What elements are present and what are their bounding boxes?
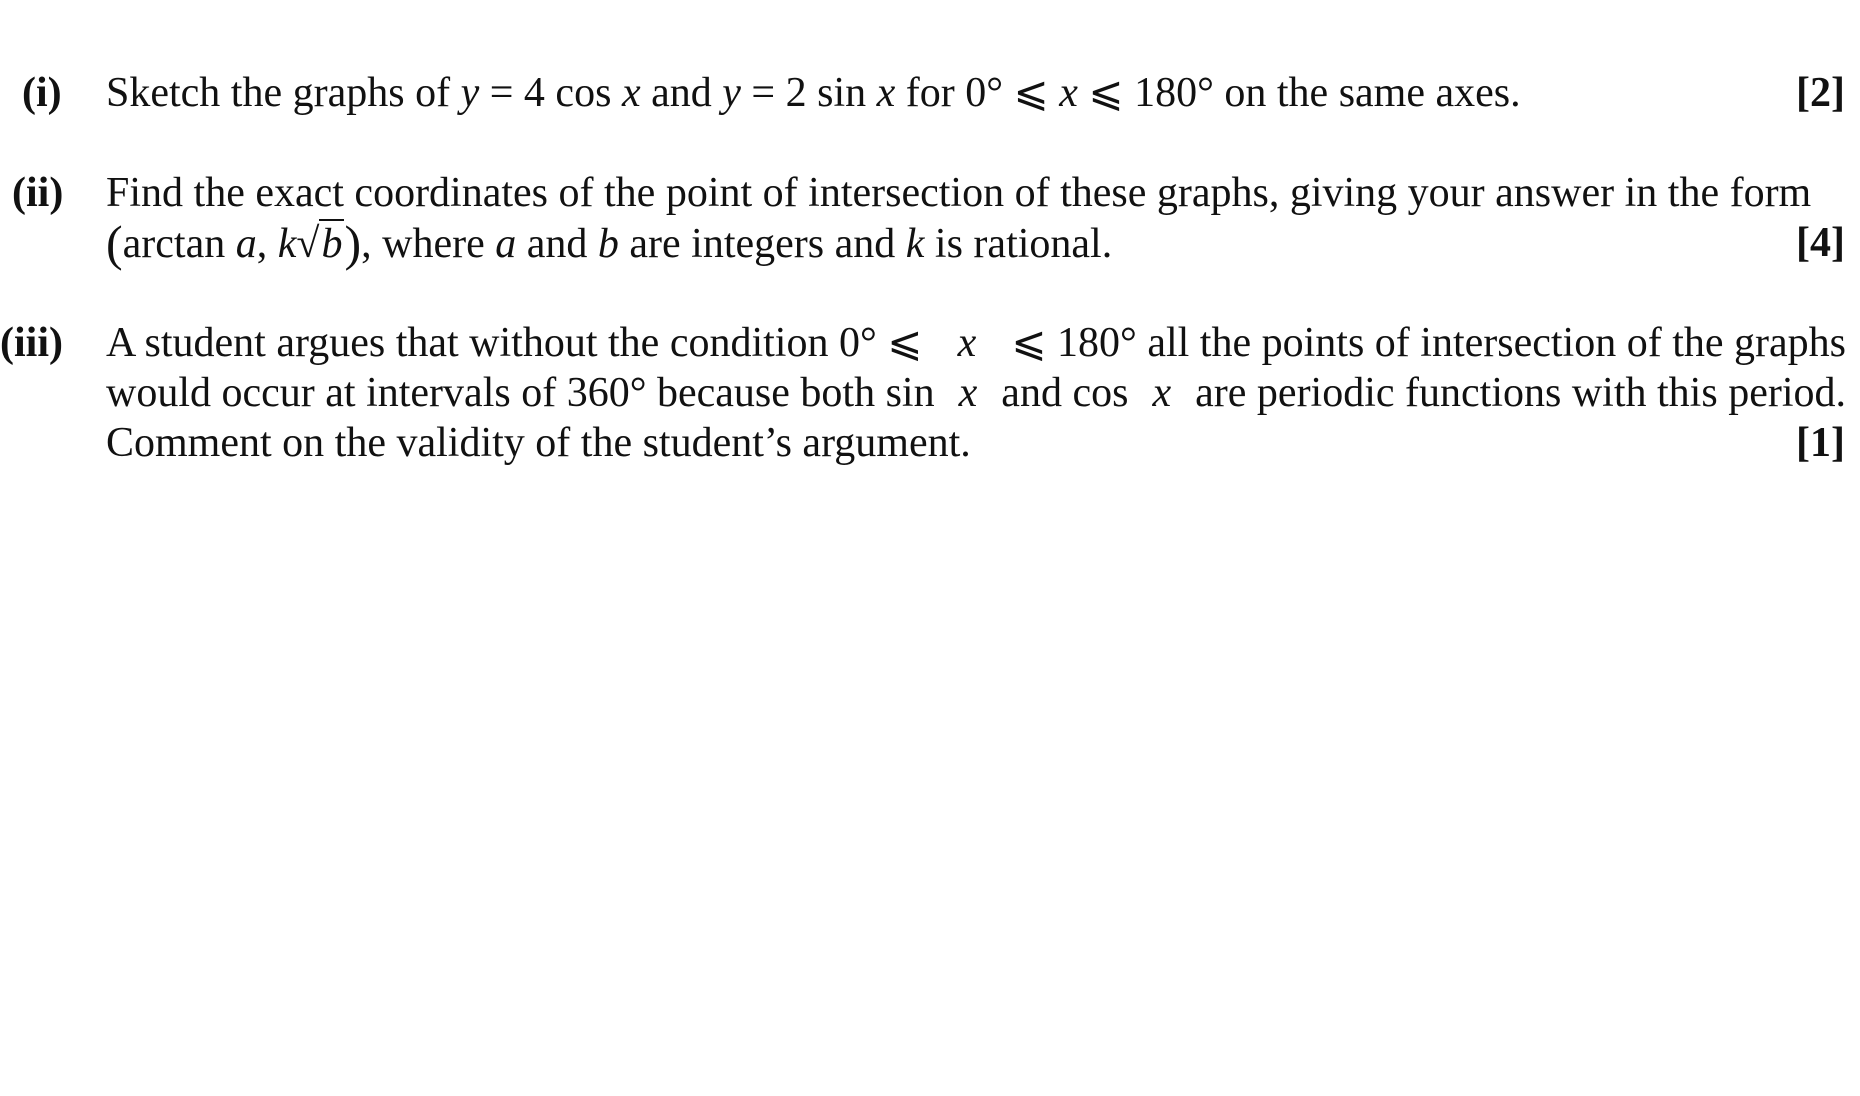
question-text	[106, 168, 1846, 271]
text-segment: are integers and	[629, 221, 896, 267]
question-text	[106, 318, 1846, 468]
text-segment: and	[651, 70, 712, 116]
question-label: (ii)	[12, 170, 64, 216]
text-segment: are periodic functions with this period.	[1195, 370, 1846, 416]
math-variable: x	[958, 370, 978, 416]
radical-sign: √	[296, 221, 320, 267]
math-variable: y	[722, 70, 741, 116]
text-segment: ,	[256, 221, 268, 267]
text-segment: and cos	[1001, 370, 1129, 416]
text-segment: = 4 cos	[489, 70, 612, 116]
math-variable: x	[1152, 370, 1172, 416]
marks-badge: [2]	[1796, 70, 1845, 116]
question-line	[106, 368, 1846, 418]
question-text	[106, 68, 1846, 118]
math-variable: b	[597, 221, 619, 267]
question-line	[106, 68, 1846, 118]
math-variable: b	[321, 221, 343, 267]
math-variable: k	[905, 221, 925, 267]
marks-badge: [4]	[1796, 220, 1845, 266]
question-line	[106, 318, 1846, 368]
text-segment: is rational.	[934, 221, 1113, 267]
text-segment: A student argues that without the condition 0° ⩽	[106, 320, 923, 366]
math-variable: a	[235, 221, 257, 267]
math-variable: x	[876, 70, 896, 116]
question-label: (iii)	[0, 320, 63, 366]
text-segment: )	[344, 215, 362, 271]
text-segment: Sketch the graphs of	[106, 70, 451, 116]
text-segment: for 0° ⩽	[905, 70, 1049, 116]
question-line: Find the exact coordinates of the point of intersection of these graphs, giving your answer in the form	[106, 170, 1812, 216]
text-segment: and	[526, 221, 588, 267]
math-variable: y	[460, 70, 480, 116]
text-segment: = 2 sin	[751, 70, 867, 116]
math-variable: x	[957, 320, 977, 366]
question-label: (i)	[22, 70, 62, 116]
text-segment: would occur at intervals of 360° because both sin	[106, 370, 935, 416]
text-segment: , where	[361, 221, 485, 267]
math-variable: x	[1059, 70, 1078, 116]
text-segment: (	[106, 215, 123, 271]
square-root	[296, 219, 344, 267]
math-variable: k	[277, 221, 297, 267]
marks-badge: [1]	[1796, 420, 1845, 466]
math-variable: a	[495, 221, 517, 267]
math-variable: x	[621, 70, 641, 116]
question-line	[106, 215, 1846, 271]
question-line: Comment on the validity of the student’s argument.	[106, 420, 971, 466]
text-segment: ⩽ 180° on the same axes.	[1088, 70, 1521, 116]
text-segment: ⩽ 180° all the points of intersection of the graphs	[1011, 320, 1846, 366]
text-segment: arctan	[122, 221, 226, 267]
